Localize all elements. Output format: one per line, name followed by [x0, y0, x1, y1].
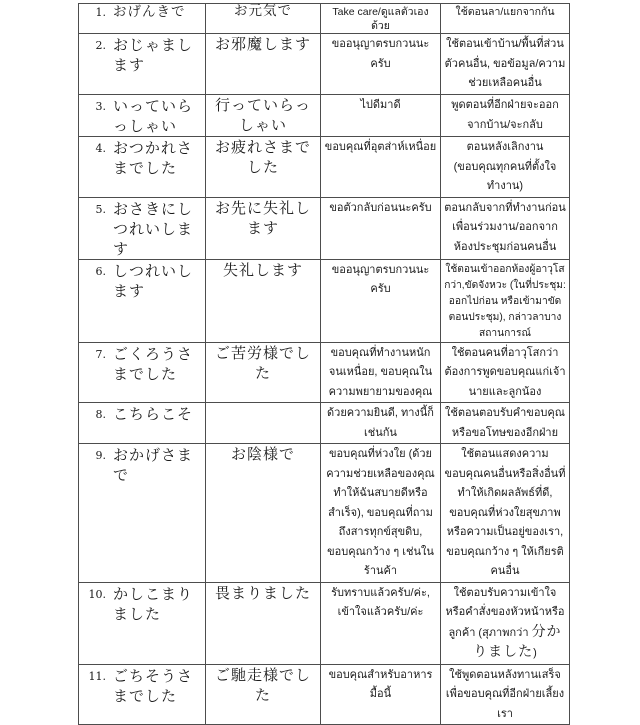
- table-row: [79, 403, 569, 444]
- cell-thai-usage: ตอนกลับจากที่ทำงานก่อนเพื่อนร่วมงาน/ออกจากห้องประชุมก่อนคนอื่น: [441, 198, 569, 259]
- cell-thai-meaning: ขออนุญาตรบกวนนะครับ: [321, 260, 441, 342]
- table-row: [79, 34, 569, 95]
- row-number: 3.: [79, 96, 106, 116]
- cell-japanese-kanji: [206, 403, 321, 443]
- hiragana-text: おつかれさまでした: [106, 138, 205, 178]
- hiragana-text: ごくろうさまでした: [106, 344, 205, 384]
- hiragana-text: おじゃまします: [106, 35, 205, 75]
- cell-thai-usage: ใช้ตอนคนที่อาวุโสกว่าต้องการพูดขอบคุณแก่เจ้านายและลูกน้อง: [441, 343, 569, 403]
- cell-thai-meaning: ขอบคุณที่ทำงานหนักจนเหนื่อย, ขอบคุณในความพยายามของคุณ: [321, 343, 441, 403]
- thai-usage-text: ): [533, 647, 537, 659]
- cell-japanese-kanji: 行っていらっしゃい: [206, 95, 321, 136]
- hiragana-text: こちらこそ: [106, 404, 205, 424]
- cell-japanese-hiragana: [79, 403, 206, 443]
- table-row: [79, 95, 569, 137]
- table-row: [79, 583, 569, 665]
- cell-japanese-kanji: お先に失礼します: [206, 198, 321, 259]
- hiragana-text: しつれいします: [106, 261, 205, 301]
- cell-japanese-hiragana: [79, 343, 206, 403]
- cell-japanese-hiragana: [79, 260, 206, 342]
- cell-thai-meaning: รับทราบแล้วครับ/ค่ะ, เข้าใจแล้วครับ/ค่ะ: [321, 583, 441, 664]
- cell-thai-usage: ใช้พูดตอนหลังทานเสร็จเพื่อขอบคุณที่อีกฝ่ายเลี้ยงเรา: [441, 665, 569, 725]
- cell-japanese-kanji: お陰様で: [206, 444, 321, 582]
- hiragana-text: おげんきで: [106, 5, 205, 20]
- hiragana-text: おかげさまで: [106, 445, 205, 485]
- cell-japanese-kanji: ご苦労様でした: [206, 343, 321, 403]
- cell-japanese-hiragana: [79, 137, 206, 197]
- cell-thai-usage: ใช้ตอนแสดงความขอบคุณคนอื่นหรือสิ่งอื่นที่ทำให้เกิดผลลัพธ์ที่ดี, ขอบคุณที่ห่วงใยสุขภาพหรือความเป็นอยู่ของเรา, ขอบคุณกว้าง ๆ ให้เกียรติคนอื่น: [441, 444, 569, 582]
- row-number: 1.: [79, 5, 106, 19]
- cell-japanese-hiragana: [79, 198, 206, 259]
- cell-japanese-hiragana: [79, 4, 206, 33]
- row-number: 2.: [79, 35, 106, 55]
- cell-japanese-kanji: 畏まりました: [206, 583, 321, 664]
- cell-thai-usage: [441, 583, 569, 664]
- cell-thai-meaning: ด้วยความยินดี, ทางนี้ก็เช่นกัน: [321, 403, 441, 443]
- cell-thai-meaning: Take care/ดูแลตัวเองด้วย: [321, 4, 441, 33]
- row-number: 4.: [79, 138, 106, 158]
- cell-thai-meaning: ขออนุญาตรบกวนนะครับ: [321, 34, 441, 94]
- cell-thai-meaning: ไปดีมาดี: [321, 95, 441, 136]
- cell-japanese-hiragana: [79, 444, 206, 582]
- table-row: [79, 444, 569, 583]
- row-number: 8.: [79, 404, 106, 424]
- cell-japanese-hiragana: [79, 665, 206, 725]
- row-number: 9.: [79, 445, 106, 465]
- cell-thai-meaning: ขอบคุณสำหรับอาหารมื้อนี้: [321, 665, 441, 725]
- cell-japanese-kanji: ご馳走様でした: [206, 665, 321, 725]
- table-row: [79, 137, 569, 198]
- cell-thai-meaning: ขอตัวกลับก่อนนะครับ: [321, 198, 441, 259]
- cell-japanese-kanji: 失礼します: [206, 260, 321, 342]
- table-row: [79, 198, 569, 260]
- table-row: [79, 260, 569, 343]
- row-number: 6.: [79, 261, 106, 281]
- cell-japanese-hiragana: [79, 34, 206, 94]
- cell-japanese-hiragana: [79, 95, 206, 136]
- row-number: 11.: [79, 666, 106, 686]
- table-row: [79, 343, 569, 404]
- hiragana-text: かしこまりました: [106, 584, 205, 624]
- hiragana-text: おさきにしつれいします: [106, 199, 205, 259]
- table-row: [79, 665, 569, 725]
- cell-thai-meaning: ขอบคุณที่อุตส่าห์เหนื่อย: [321, 137, 441, 197]
- row-number: 5.: [79, 199, 106, 219]
- cell-thai-usage: ใช้ตอนลา/แยกจากกัน: [441, 4, 569, 33]
- cell-japanese-hiragana: [79, 583, 206, 664]
- cell-thai-usage: ใช้ตอนเข้าบ้าน/พื้นที่ส่วนตัวคนอื่น, ขอข้อมูล/ความช่วยเหลือคนอื่น: [441, 34, 569, 94]
- cell-thai-usage: ใช้ตอนเข้าออกห้องผู้อาวุโสกว่า,ขัดจังหวะ (ในที่ประชุม: ออกไปก่อน หรือเข้ามาขัดตอนประชุม), กล่าวลาบางสถานการณ์: [441, 260, 569, 342]
- cell-japanese-kanji: お元気で: [206, 4, 321, 33]
- cell-thai-usage: ตอนหลังเลิกงาน (ขอบคุณทุกคนที่ตั้งใจทำงาน): [441, 137, 569, 197]
- cell-japanese-kanji: お疲れさまでした: [206, 137, 321, 197]
- row-number: 10.: [79, 584, 106, 604]
- hiragana-text: いっていらっしゃい: [106, 96, 205, 136]
- table-row: [79, 4, 569, 34]
- hiragana-text: ごちそうさまでした: [106, 666, 205, 706]
- cell-thai-usage: พูดตอนที่อีกฝ่ายจะออกจากบ้าน/จะกลับ: [441, 95, 569, 136]
- thai-usage-text: ใช้ตอบรับความเข้าใจหรือคำสั่งของหัวหน้าหรือลูกค้า (สุภาพกว่า: [445, 587, 564, 639]
- phrase-table: [78, 3, 570, 725]
- row-number: 7.: [79, 344, 106, 364]
- inline-japanese-text: 分かりました: [473, 624, 561, 661]
- cell-japanese-kanji: お邪魔します: [206, 34, 321, 94]
- cell-thai-usage: ใช้ตอนตอบรับคำขอบคุณหรือขอโทษของอีกฝ่าย: [441, 403, 569, 443]
- cell-thai-meaning: ขอบคุณที่ห่วงใย (ด้วยความช่วยเหลือของคุณ ทำให้ฉันสบายดีหรือสำเร็จ), ขอบคุณที่ถามถึงสารทุกข์สุขดิบ, ขอบคุณกว้าง ๆ เช่นในร้านค้า: [321, 444, 441, 582]
